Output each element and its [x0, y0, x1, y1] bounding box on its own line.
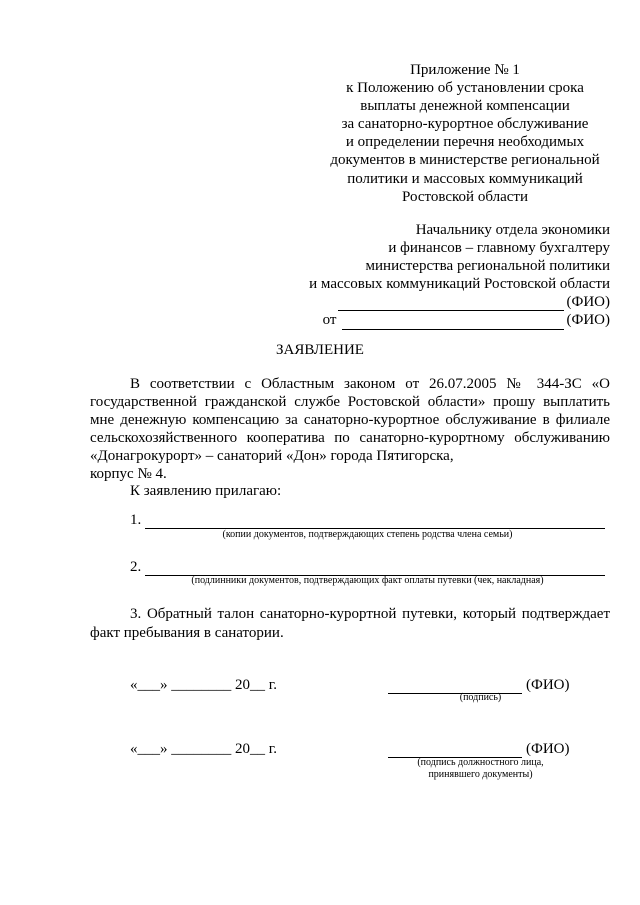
recipient-fio-blank[interactable] — [338, 296, 564, 311]
official-signature-caption-line: (подпись должностного лица, — [417, 757, 544, 768]
official-signature-caption-line: принявшего документы) — [428, 769, 533, 780]
official-fio-label: (ФИО) — [526, 741, 570, 757]
attachments-label: К заявлению прилагаю: — [130, 483, 282, 499]
attachment-item-2 — [130, 558, 605, 576]
attachment-item-1 — [130, 511, 605, 529]
appendix-header-line: политики и массовых коммуникаций — [347, 170, 583, 187]
appendix-header — [320, 61, 610, 206]
sender-fio-label: (ФИО) — [566, 312, 610, 329]
attachment-item-2-caption: (подлинники документов, подтверждающих факт оплаты путевки (чек, накладная) — [191, 575, 544, 586]
applicant-fio-label: (ФИО) — [526, 677, 570, 693]
applicant-signature-caption: (подпись) — [459, 692, 502, 703]
appendix-header-line: выплаты денежной компенсации — [360, 98, 570, 115]
recipient-fio-label: (ФИО) — [566, 294, 610, 311]
addressee-line: Начальнику отдела экономики — [415, 222, 610, 238]
attachment-item-3 — [90, 605, 610, 643]
applicant-date-line[interactable]: «___» ________ 20__ г. — [130, 677, 277, 693]
application-body — [90, 375, 610, 484]
official-signature-caption — [388, 757, 573, 781]
sender-fio-row — [280, 311, 610, 329]
official-date-line[interactable]: «___» ________ 20__ г. — [130, 741, 277, 757]
addressee-line: и финансов – главному бухгалтеру — [388, 240, 610, 257]
attachment-item-1-blank[interactable] — [145, 514, 605, 529]
addressee-line: министерства региональной политики — [365, 258, 610, 275]
addressee-block — [280, 221, 610, 330]
application-paragraph-end: корпус № 4. — [90, 466, 167, 483]
attachment-item-2-number: 2. — [130, 559, 142, 575]
attachment-item-2-blank[interactable] — [145, 561, 605, 576]
attachment-item-1-number: 1. — [130, 512, 142, 528]
official-signature-row — [388, 740, 570, 758]
recipient-fio-row — [280, 293, 610, 311]
sender-from-label: от — [322, 312, 337, 329]
document-title: ЗАЯВЛЕНИЕ — [276, 342, 364, 358]
appendix-header-line: Приложение № 1 — [410, 62, 520, 78]
appendix-header-line: Ростовской области — [402, 188, 528, 205]
sender-fio-blank[interactable] — [342, 315, 564, 330]
appendix-header-line: и определении перечня необходимых — [345, 134, 585, 151]
application-paragraph: В соответствии с Областным законом от 26.07.2005 № 344-ЗС «О государственной гражданской службе Ростовской области» прошу выплатить мне денежную компенсацию за санаторно-курортное обслуживание в филиале сельскохозяйственного кооператива по санаторно-курортному обслуживанию «Донагрокурорт» – санаторий «Дон» города Пятигорска, — [90, 376, 610, 465]
official-signature-blank[interactable] — [388, 743, 522, 758]
addressee-line: и массовых коммуникаций Ростовской области — [309, 276, 610, 293]
appendix-header-line: к Положению об установлении срока — [346, 80, 584, 97]
attachment-item-3-text: 3. Обратный талон санаторно-курортной путевки, который подтверждает факт пребывания в санатории. — [90, 606, 610, 641]
appendix-header-line: за санаторно-курортное обслуживание — [341, 116, 589, 133]
appendix-header-line: документов в министерстве региональной — [330, 152, 600, 169]
attachment-item-1-caption: (копии документов, подтверждающих степень родства члена семьи) — [222, 529, 513, 540]
